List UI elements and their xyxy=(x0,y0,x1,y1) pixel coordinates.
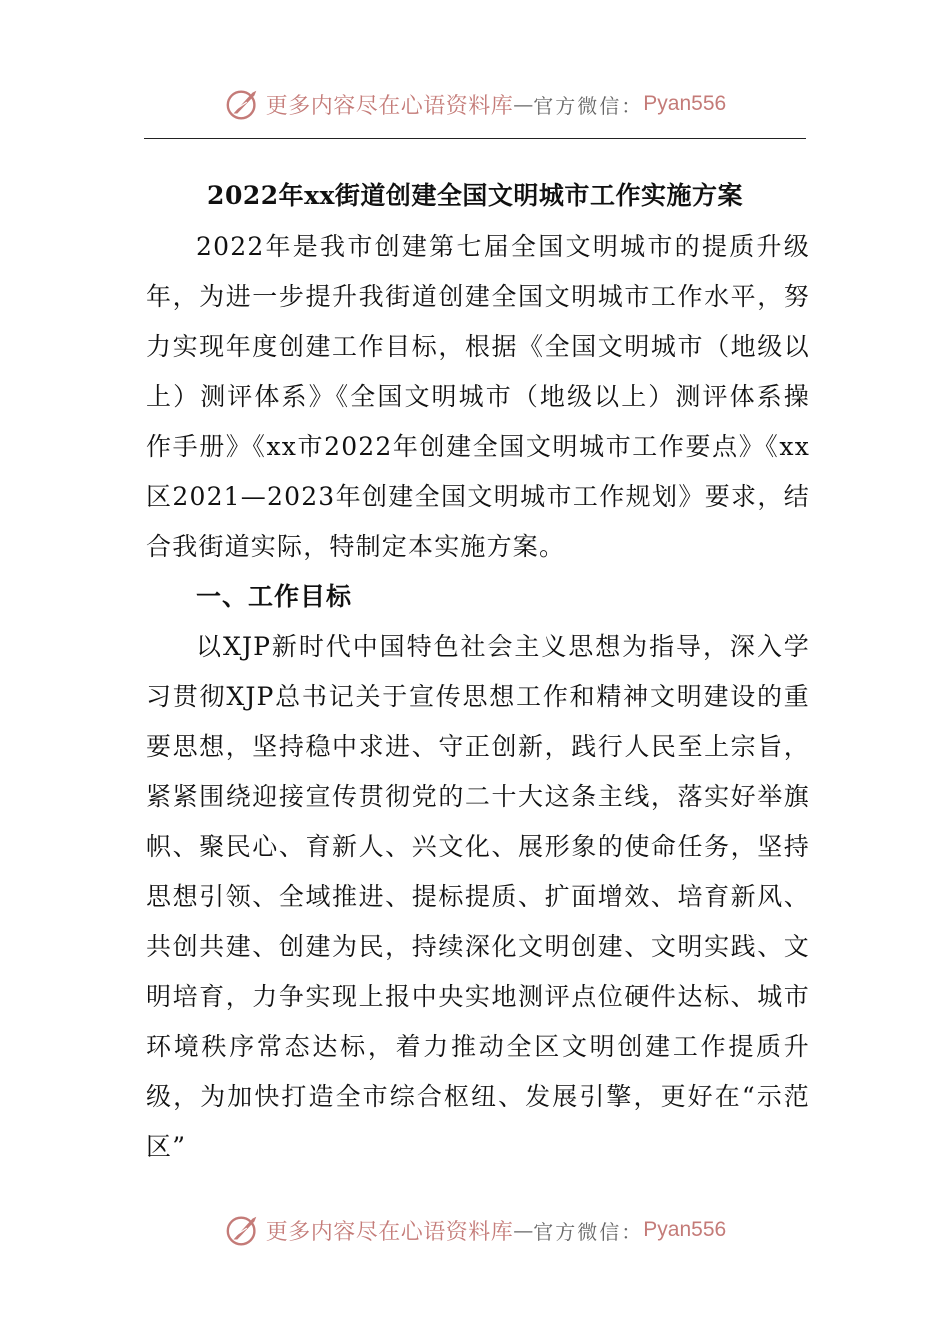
watermark-separator: — xyxy=(513,92,534,116)
document-body xyxy=(146,222,810,1172)
intro-paragraph: 2022年是我市创建第七届全国文明城市的提质升级年，为进一步提升我街道创建全国文明城市工作水平，努力实现年度创建工作目标，根据《全国文明城市（地级以上）测评体系》《全国文明城市（地级以上）测评体系操作手册》《xx市2022年创建全国文明城市工作要点》《xx区2021—2023年创建全国文明城市工作规划》要求，结合我街道实际，特制定本实施方案。 xyxy=(146,232,810,561)
watermark-account: Pyan556 xyxy=(643,92,727,115)
document-title: 2022年xx街道创建全国文明城市工作实施方案 xyxy=(207,181,743,210)
footer-watermark xyxy=(0,1208,950,1252)
section-paragraph: 以XJP新时代中国特色社会主义思想为指导，深入学习贯彻XJP总书记关于宣传思想工作和精神文明建设的重要思想，坚持稳中求进、守正创新，践行人民至上宗旨，紧紧围绕迎接宣传贯彻党的二十大这条主线，落实好举旗帜、聚民心、育新人、兴文化、展形象的使命任务，坚持思想引领、全域推进、提标提质、扩面增效、培育新风、共创共建、创建为民，持续深化文明创建、文明实践、文明培育，力争实现上报中央实地测评点位硬件达标、城市环境秩序常态达标，着力推动全区文明创建工作提质升级，为加快打造全市综合枢纽、发展引擎，更好在“示范区” xyxy=(146,632,810,1161)
watermark-label: 官方微信： xyxy=(533,93,644,118)
header-divider xyxy=(144,138,806,139)
section-heading: 一、工作目标 xyxy=(196,582,353,611)
quill-logo-icon xyxy=(224,85,262,123)
watermark-separator: — xyxy=(513,1218,534,1242)
header-watermark xyxy=(0,82,950,126)
quill-logo-icon xyxy=(224,1211,262,1249)
watermark-label: 官方微信： xyxy=(533,1219,644,1244)
watermark-account: Pyan556 xyxy=(643,1218,727,1241)
watermark-text: 更多内容尽在心语资料库 xyxy=(265,93,514,119)
watermark-text: 更多内容尽在心语资料库 xyxy=(265,1219,514,1245)
